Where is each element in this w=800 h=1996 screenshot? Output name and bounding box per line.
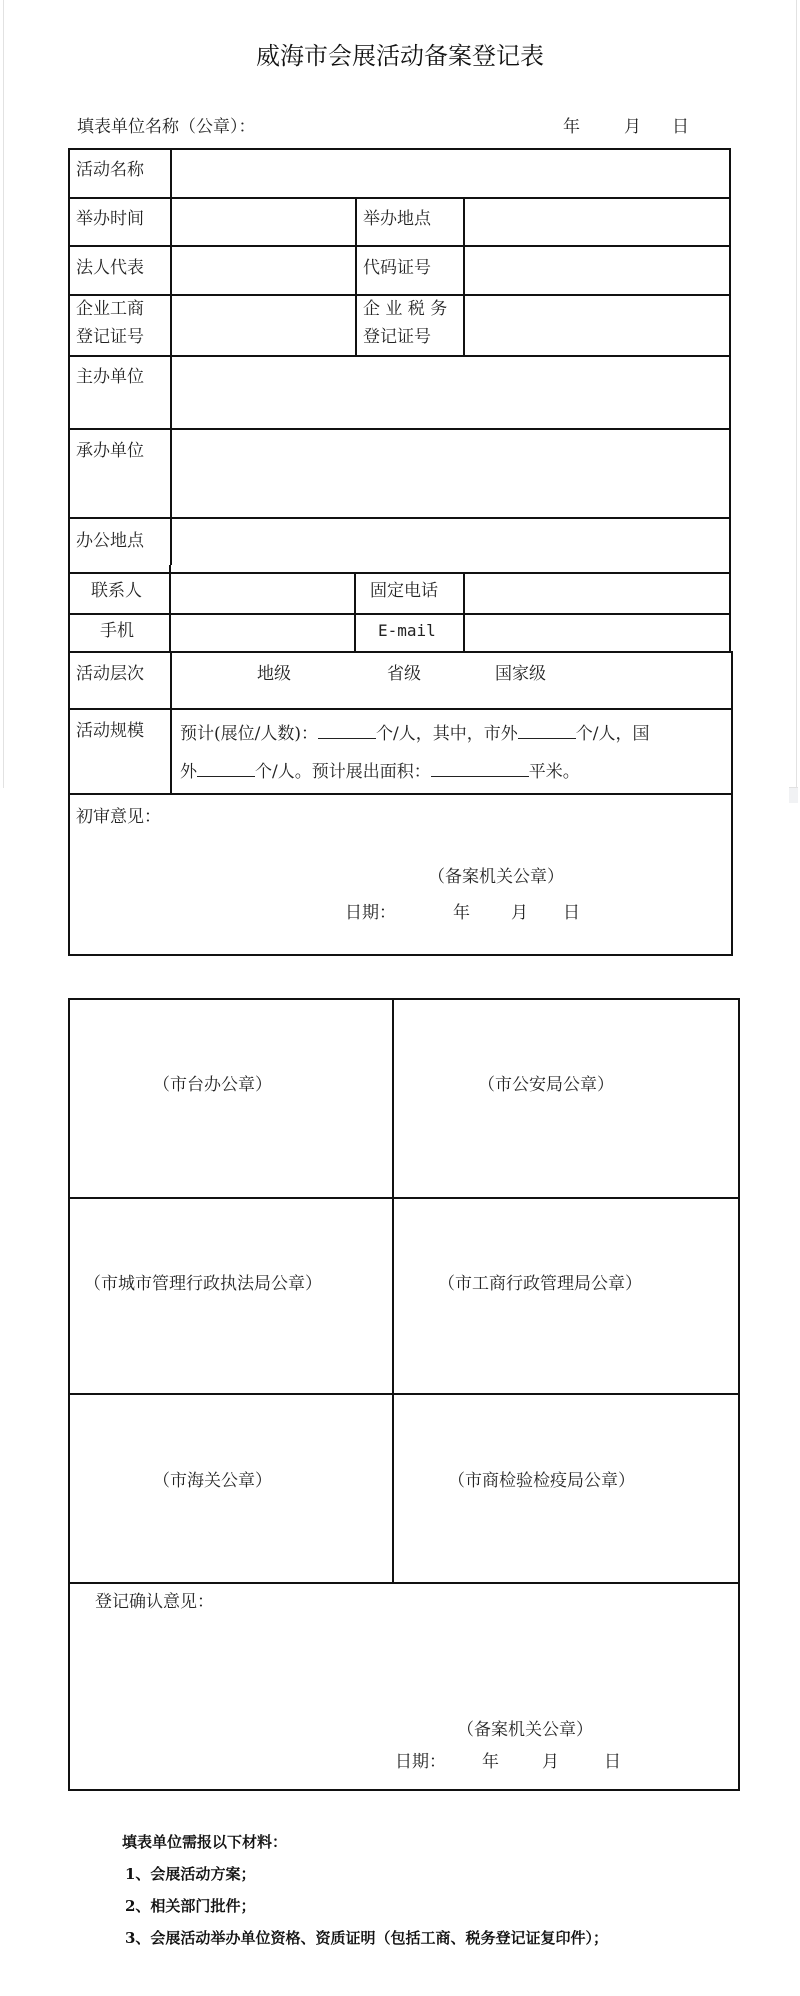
code-cert-field[interactable] [465,247,729,294]
scale-line-1 [180,722,649,745]
row-divider [68,1582,740,1584]
confirm-stamp-label: （备案机关公章） [457,1720,593,1740]
biz-reg-label-line1: 企业工商 [76,299,144,319]
row-divider [68,793,733,795]
total-count-blank[interactable] [318,722,376,739]
stamp-cell-customs[interactable] [70,1395,392,1582]
header-year-label: 年 [563,117,580,137]
biz-reg-label-line2: 登记证号 [76,327,144,347]
out-of-city-count-blank[interactable] [518,722,576,739]
stamp-customs: （市海关公章） [153,1471,272,1491]
confirm-date-label: 日期： [395,1752,446,1772]
stamp-cell-urban-management[interactable] [70,1199,392,1393]
email-label: E-mail [378,621,436,640]
level-label: 活动层次 [76,664,144,684]
filler-unit-label: 填表单位名称（公章）： [77,117,256,137]
tax-reg-field[interactable] [465,296,729,355]
table-border [731,651,733,956]
scale-text-estimate: 预计(展位/人数)： [180,724,318,744]
preliminary-year-label: 年 [453,903,470,923]
level-option-provincial[interactable]: 省级 [387,664,421,684]
preliminary-stamp-label: （备案机关公章） [428,867,564,887]
host-place-field[interactable] [465,199,729,245]
scale-label: 活动规模 [76,721,144,741]
landline-field[interactable] [465,574,729,613]
page-right-edge [796,0,797,788]
notes-item: 2、相关部门批件； [125,1897,256,1915]
table-border [68,954,733,956]
level-option-prefecture[interactable]: 地级 [257,664,291,684]
area-blank[interactable] [431,760,529,777]
host-time-label: 举办时间 [76,209,144,229]
confirm-day-label: 日 [604,1752,621,1772]
confirm-year-label: 年 [482,1752,499,1772]
co-organizer-field[interactable] [172,430,729,517]
preliminary-review-label: 初审意见： [76,807,161,827]
code-cert-label: 代码证号 [363,258,431,278]
scale-line-2 [180,760,580,783]
email-field[interactable] [465,615,729,651]
landline-label: 固定电话 [370,581,438,601]
table-border [729,148,731,653]
stamp-cell-industry-commerce[interactable] [394,1199,738,1393]
contact-label: 联系人 [91,581,142,601]
scale-text-foreign-prefix: 个/人，国 [575,724,650,744]
scale-text-area: 个/人。预计展出面积： [255,762,431,782]
activity-name-field[interactable] [172,150,729,197]
preliminary-day-label: 日 [563,903,580,923]
mobile-field[interactable] [171,615,354,651]
header-day-label: 日 [672,117,689,137]
row-divider [68,651,733,653]
stamp-taiwan-affairs: （市台办公章） [153,1075,272,1095]
office-location-field[interactable] [172,519,729,572]
co-organizer-label: 承办单位 [76,441,144,461]
confirm-month-label: 月 [542,1752,559,1772]
notes-heading: 填表单位需报以下材料： [122,1833,288,1851]
host-time-field[interactable] [172,199,355,245]
tax-reg-label-line2: 登记证号 [363,327,431,347]
biz-reg-field[interactable] [172,296,355,355]
stamp-industry-commerce: （市工商行政管理局公章） [438,1274,642,1294]
scale-text-foreign-suffix: 外 [180,762,197,782]
preliminary-date-label: 日期： [345,903,396,923]
notes-item: 3、会展活动举办单位资格、资质证明（包括工商、税务登记证复印件）； [125,1929,608,1947]
page-title: 威海市会展活动备案登记表 [256,42,544,70]
stamp-urban-management: （市城市管理行政执法局公章） [84,1274,322,1294]
col-divider [354,572,356,653]
header-month-label: 月 [624,117,641,137]
legal-rep-label: 法人代表 [76,258,144,278]
office-location-label: 办公地点 [76,531,144,551]
preliminary-month-label: 月 [511,903,528,923]
stamp-cell-taiwan-affairs[interactable] [70,1000,392,1197]
organizer-label: 主办单位 [76,367,144,387]
table-border [738,998,740,1791]
page-corner-tab [789,787,798,803]
organizer-field[interactable] [172,357,729,428]
mobile-label: 手机 [100,621,134,641]
table-border [68,1789,740,1791]
row-divider [68,708,733,710]
page-left-edge [3,0,4,788]
stamp-inspection-quarantine: （市商检验检疫局公章） [448,1471,635,1491]
preliminary-review-field[interactable] [70,830,729,860]
scale-text-out-of-city: 个/人，其中，市外 [376,724,518,744]
tax-reg-label-line1: 企 业 税 务 [363,299,448,319]
col-divider [355,197,357,357]
foreign-count-blank[interactable] [197,760,255,777]
contact-field[interactable] [171,574,354,613]
stamp-public-security: （市公安局公章） [478,1075,614,1095]
activity-name-label: 活动名称 [76,160,144,180]
legal-rep-field[interactable] [172,247,355,294]
stamp-cell-public-security[interactable] [394,1000,738,1197]
host-place-label: 举办地点 [363,209,431,229]
col-divider [170,651,172,795]
scale-text-sqm: 平米。 [528,762,580,782]
notes-item: 1、会展活动方案； [125,1865,256,1883]
stamp-cell-inspection-quarantine[interactable] [394,1395,738,1582]
level-option-national[interactable]: 国家级 [495,664,546,684]
confirm-opinion-field[interactable] [70,1615,738,1705]
confirm-opinion-label: 登记确认意见： [95,1592,214,1612]
